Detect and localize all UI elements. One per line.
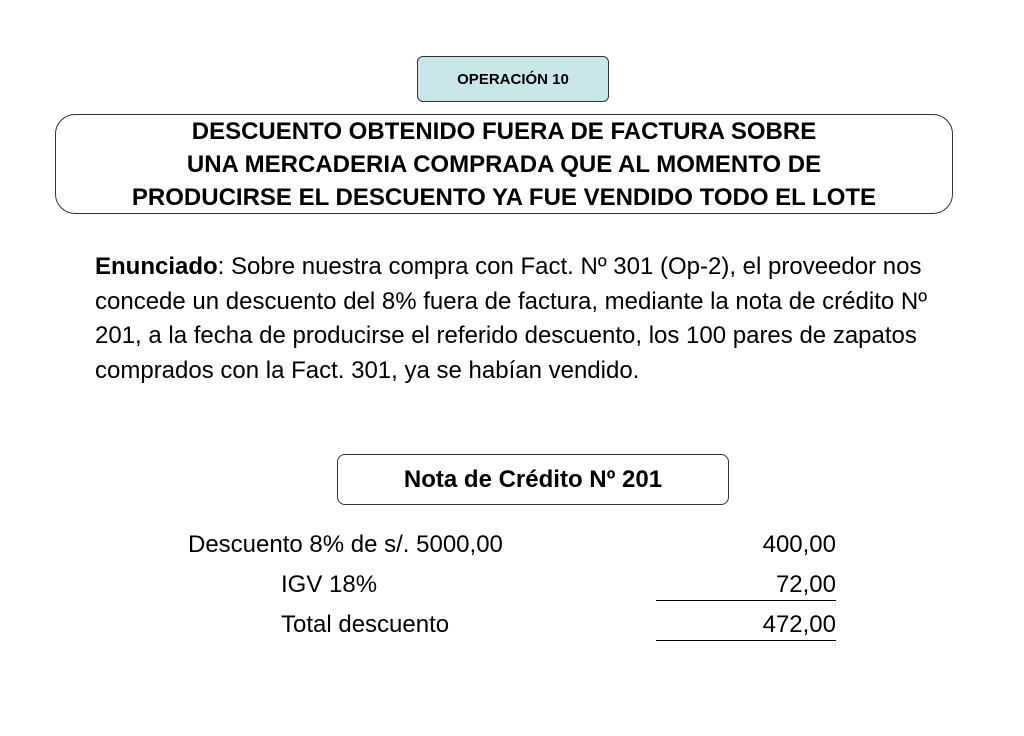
- line-amount-discount: 400,00: [762, 531, 836, 558]
- statement-text: : Sobre nuestra compra con Fact. Nº 301 (Op-2), el proveedor nos concede un descuento del 8% fuera de factura, mediante la nota de crédito Nº 201, a la fecha de producirse el referido descuento, los 100 pares de zapatos comprados con la Fact. 301, ya se habían vendido.: [95, 253, 927, 384]
- statement-paragraph: [95, 250, 975, 388]
- title-box: [55, 114, 953, 214]
- line-label-discount: Descuento 8% de s/. 5000,00: [188, 531, 503, 558]
- line-label-igv: IGV 18%: [281, 571, 378, 598]
- operation-badge: [417, 56, 609, 102]
- title-line-2: UNA MERCADERIA COMPRADA QUE AL MOMENTO DE: [186, 150, 822, 178]
- credit-note-title-box: [337, 454, 729, 505]
- line-amount-total: 472,00: [656, 610, 836, 641]
- line-amount-igv: 72,00: [656, 570, 836, 601]
- title-line-3: PRODUCIRSE EL DESCUENTO YA FUE VENDIDO TODO EL LOTE: [131, 183, 877, 211]
- statement-label: Enunciado: [95, 253, 218, 280]
- line-label-total: Total descuento: [281, 611, 450, 638]
- title-line-1: DESCUENTO OBTENIDO FUERA DE FACTURA SOBRE: [191, 117, 817, 145]
- operation-label: OPERACIÓN 10: [457, 70, 569, 88]
- credit-note-title: Nota de Crédito Nº 201: [403, 465, 663, 493]
